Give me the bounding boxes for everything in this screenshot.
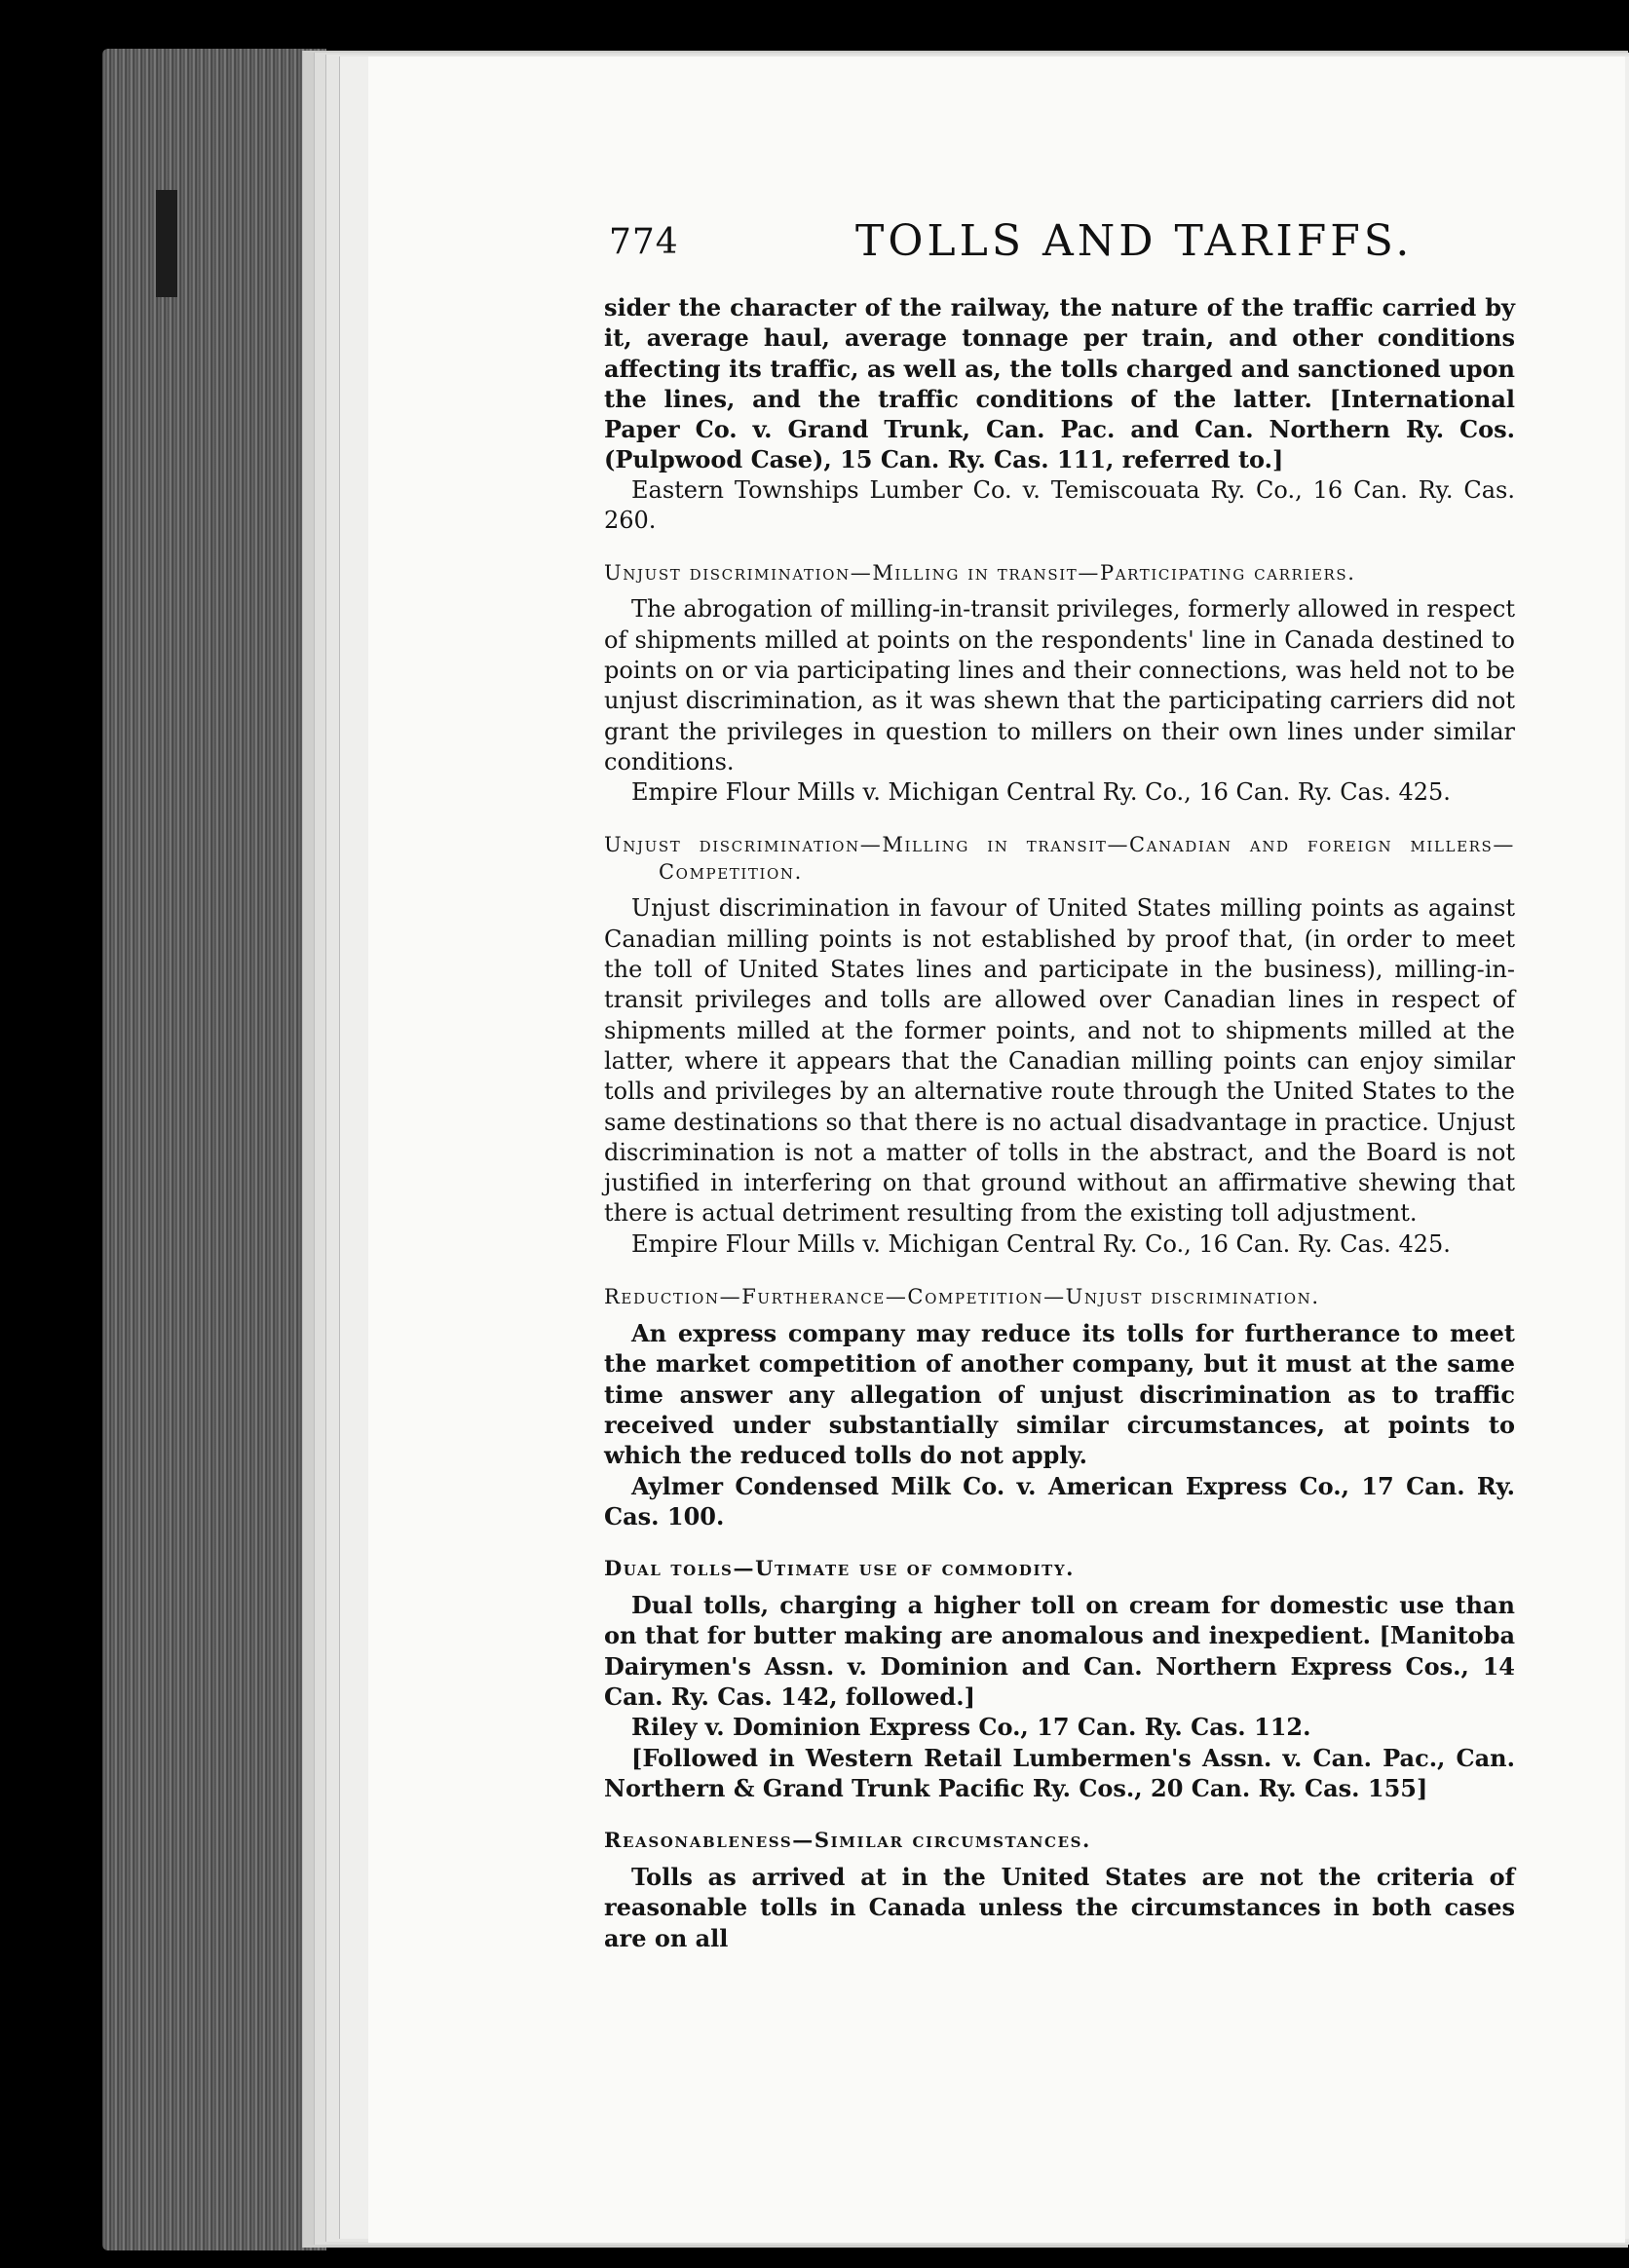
section-heading: Reduction—Furtherance—Competition—Unjust discrimination. xyxy=(604,1285,1320,1309)
section-heading: Dual tolls—Utimate use of commodity. xyxy=(604,1556,1076,1581)
paragraph: sider the character of the railway, the nature of the traffic carried by it, average haul, average tonnage per train, and other conditions affecting its traffic, as well as, the tolls charged and sanctioned upon the lines, and the traffic conditions of the latter. [International Paper Co. v. Grand Trunk, Can. Pac. and Can. Northern Ry. Cos. (Pulpwood Case), 15 Can. Ry. Cas. 111, referred to.] xyxy=(604,293,1515,474)
citation: Eastern Townships Lumber Co. v. Temiscouata Ry. Co., 16 Can. Ry. Cas. 260. xyxy=(604,475,1515,535)
citation: Empire Flour Mills v. Michigan Central Ry. Co., 16 Can. Ry. Cas. 425. xyxy=(631,778,1451,807)
paragraph: Dual tolls, charging a higher toll on cream for domestic use than on that for butter making are anomalous and inexpedient. [Manitoba Dairymen's Assn. v. Dominion and Can. Northern Express Cos., 14 Can. Ry. Cas. 142, followed.] xyxy=(604,1591,1515,1711)
page-number: 774 xyxy=(609,222,679,262)
paragraph: The abrogation of milling-in-transit privileges, formerly allowed in respect of shipments milled at points on the respondents' line in Canada destined to points on or via participating lines and their connections, was held not to be unjust discrimination, as it was shewn that the participating carriers did not grant the privileges in question to millers on their own lines under similar conditions. xyxy=(604,595,1515,775)
citation: Riley v. Dominion Express Co., 17 Can. Ry. Cas. 112. xyxy=(631,1713,1311,1742)
paragraph: An express company may reduce its tolls for furtherance to meet the market competition of another company, but it must at the same time answer any allegation of unjust discrimination as to traffic received under substantially similar circumstances, at points to which the reduced tolls do not apply. xyxy=(604,1319,1515,1470)
paragraph: Unjust discrimination in favour of United States milling points as against Canadian milling points is not established by proof that, (in order to meet the toll of United States lines and participate in the business), milling-in-transit privileges and tolls are allowed over Canadian lines in respect of shipments milled at the former points, and not to shipments milled at the latter, where it appears that the Canadian milling points can enjoy similar tolls and privileges by an alternative route through the United States to the same destinations so that there is no actual disadvantage in practice. Unjust discrimination is not a matter of tolls in the abstract, and the Board is not justified in interfering on that ground without an affirmative shewing that there is actual detriment resulting from the existing toll adjustment. xyxy=(604,894,1515,1228)
paragraph: Tolls as arrived at in the United States are not the criteria of reasonable tolls in Canada unless the circumstances in both cases are on all xyxy=(604,1863,1515,1952)
section-heading: Unjust discrimination—Milling in transit—Participating carriers. xyxy=(604,561,1356,586)
citation: Empire Flour Mills v. Michigan Central Ry. Co., 16 Can. Ry. Cas. 425. xyxy=(631,1229,1451,1258)
section-heading: Reasonableness—Similar circumstances. xyxy=(604,1828,1091,1853)
book-page-edges xyxy=(102,49,326,2250)
citation: Aylmer Condensed Milk Co. v. American Express Co., 17 Can. Ry. Cas. 100. xyxy=(604,1471,1515,1531)
page-content xyxy=(604,292,1515,1953)
citation-note: [Followed in Western Retail Lumbermen's Assn. v. Can. Pac., Can. Northern & Grand Trunk Pacific Ry. Cos., 20 Can. Ry. Cas. 155] xyxy=(604,1743,1515,1802)
section-heading: Unjust discrimination—Milling in transit—Canadian and foreign millers—Competition. xyxy=(604,833,1515,885)
edge-mark xyxy=(156,190,177,297)
running-title: TOLLS AND TARIFFS. xyxy=(855,216,1414,266)
